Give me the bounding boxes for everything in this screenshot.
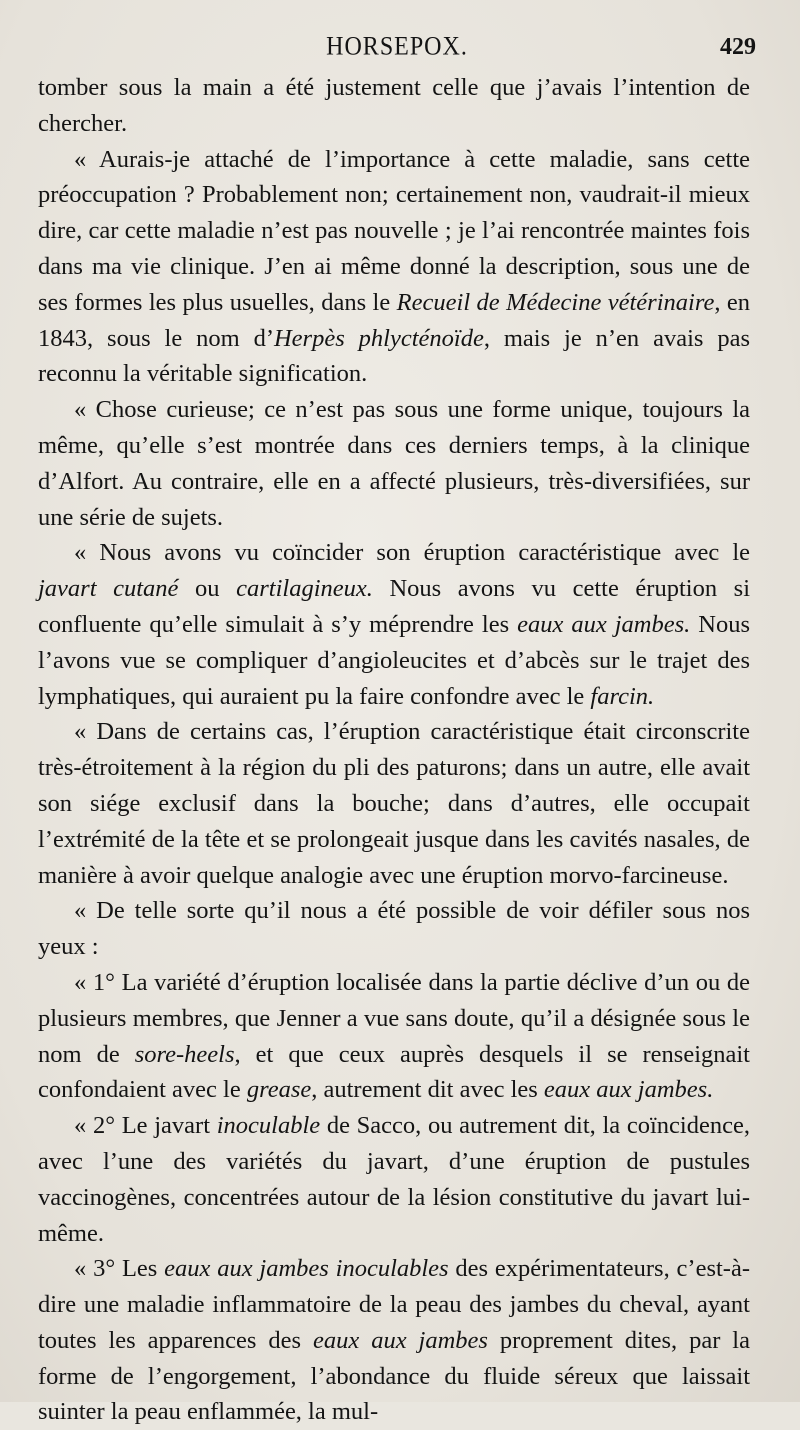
text-run: , en 1843, sous le nom d’ (38, 288, 751, 352)
paragraph (38, 965, 750, 1108)
italic-term: javart cutané (38, 575, 179, 603)
paragraph (38, 142, 750, 393)
paragraph (38, 392, 750, 535)
text-run: « Nous avons vu coïncider son éruption caractéristique avec le (74, 539, 750, 567)
paragraph (38, 1251, 750, 1430)
italic-term: eaux aux jambes (313, 1326, 488, 1354)
paragraph (38, 893, 750, 965)
italic-term: eaux aux jambes. (517, 610, 691, 638)
text-run: Nous avons vu cette éruption si confluente qu’elle simulait à s’y méprendre les (38, 575, 751, 638)
text-run: , et que ceux auprès desquels il se renseignait confondaient avec le (38, 1040, 750, 1104)
paragraph (38, 70, 750, 142)
text-run: des expérimentateurs, c’est-à-dire une maladie inflammatoire de la peau des jambes du cheval, ayant toutes les apparences des (38, 1255, 750, 1354)
italic-term: inoculable (216, 1112, 321, 1140)
text-run: « Aurais-je attaché de l’importance à cette maladie, sans cette préoccupation ? Probablement non; certainement non, vaudrait-il mieux dire, car cette maladie n’est pas nouvelle ; je l’ai rencontrée maintes fois dans ma vie clinique. J’en ai même donné la description, sous une de ses formes les plus usuelles, dans le (38, 145, 750, 316)
body-text (38, 70, 750, 1430)
text-run: « De telle sorte qu’il nous a été possible de voir défiler sous nos yeux : (38, 897, 750, 961)
paragraph (38, 1108, 750, 1251)
text-run: , autrement dit avec les (311, 1076, 544, 1104)
text-run: ou (178, 575, 237, 603)
running-head: HORSEPOX. (326, 32, 468, 61)
italic-term: sore-heels (134, 1040, 235, 1068)
text-run: , mais je n’en avais pas reconnu la véritable signification. (38, 324, 750, 388)
text-run: « 3° Les (74, 1255, 165, 1283)
italic-title: Recueil de Médecine vétérinaire (396, 288, 715, 316)
text-run: « 2° Le javart (74, 1112, 217, 1140)
text-run: Nous l’avons vue se compliquer d’angioleucites et d’abcès sur le trajet des lymphatiques, qui auraient pu la faire confondre avec le (38, 610, 750, 710)
italic-term: Herpès phlycténoïde (273, 324, 484, 352)
italic-term: eaux aux jambes inoculables (164, 1255, 449, 1283)
paragraph (38, 714, 750, 893)
text-run: « Dans de certains cas, l’éruption caractéristique était circonscrite très-étroitement à la région du pli des paturons; dans un autre, elle avait son siége exclusif dans la bouche; dans d’autres, elle occupait l’extrémité de la tête et se prolongeait jusque dans les cavités nasales, de manière à avoir quelque analogie avec une éruption morvo-farcineuse. (38, 718, 750, 889)
italic-term: cartilagineux. (236, 575, 373, 603)
text-run: proprement dites, par la forme de l’engorgement, l’abondance du fluide séreux que laissait suinter la peau enflammée, la mul- (38, 1326, 750, 1426)
text-run: tomber sous la main a été justement celle que j’avais l’intention de chercher. (38, 74, 750, 137)
text-run: de Sacco, ou autrement dit, la coïncidence, avec l’une des variétés du javart, d’une éruption de pustules vaccinogènes, concentrées autour de la lésion constitutive du javart lui-même. (38, 1112, 750, 1247)
text-run: « 1° La variété d’éruption localisée dans la partie déclive d’un ou de plusieurs membres, que Jenner a vue sans doute, qu’il a désignée sous le nom de (38, 968, 750, 1068)
italic-term: farcin. (590, 682, 655, 710)
page-header (38, 28, 756, 68)
italic-term: eaux aux jambes. (543, 1076, 714, 1104)
page-number: 429 (720, 34, 756, 60)
text-run: « Chose curieuse; ce n’est pas sous une forme unique, toujours la même, qu’elle s’est montrée dans ces derniers temps, à la clinique d’Alfort. Au contraire, elle en a affecté plusieurs, très-diversifiées, sur une série de sujets. (38, 396, 750, 531)
italic-term: grease (246, 1076, 312, 1104)
paragraph (38, 535, 750, 714)
